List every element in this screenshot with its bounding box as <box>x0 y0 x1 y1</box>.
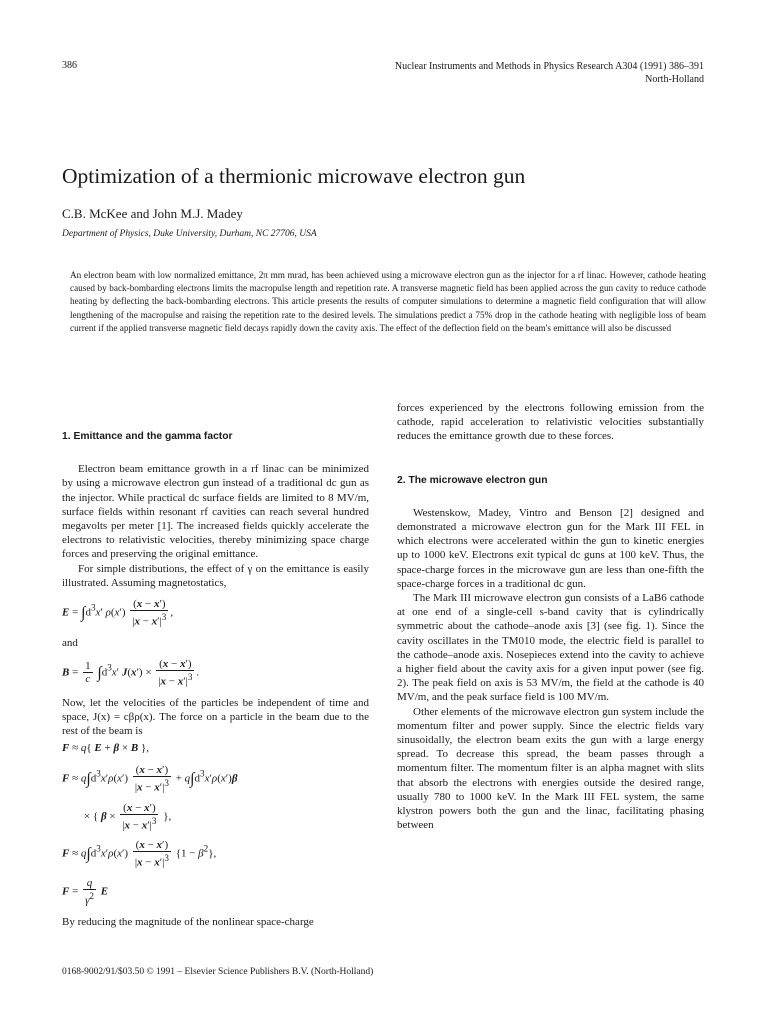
paragraph: Westenskow, Madey, Vintro and Benson [2] designed and demonstrated a microwave electron gun for the Mark III FEL in which electrons were accelerated within the gun to kinetic energies up to 1000 keV. Electrons exit typical dc guns at 100 keV. Thus, the space-charge forces in the microwave gun are less than one-fifth the space-charge forces in a traditional dc gun. <box>397 506 704 590</box>
equation-e-field: $E = \int d^3x'$ ρ(x′) $\frac{(x - x')}{|x - x'|^3}$ , <box>62 598 174 628</box>
left-column <box>62 430 369 929</box>
equation-force: F ≈ q{ E + β × B }, <box>62 742 149 755</box>
section-heading: 2. The microwave electron gun <box>397 474 548 486</box>
paragraph: For simple distributions, the effect of γ on the emittance is easily illustrated. Assuming magnetostatics, <box>62 562 369 589</box>
equation-force-gamma: $F \approx q\int d^3x'\rho(x')$ $\frac{(x - x')}{|x - x'|^3}$ $\{1 - \beta^2\}$, <box>62 839 217 870</box>
paragraph: forces experienced by the electrons following emission from the cathode, rapid acceleration to relativistic velocities substantially reduces the emittance growth due to these forces. <box>397 402 704 443</box>
page-number: 386 <box>62 60 77 71</box>
equation-b-field: B = $\frac{1}{c}$ $\int d^3x'$ J(x′) × $\frac{(x - x')}{|x - x'|^3}$ . <box>62 657 200 688</box>
equation-force-expanded: $F \approx q\int d^3x'\rho(x')$ $\frac{(x - x')}{|x - x'|^3}$ + $q\int d^3x'\rho(x')\beta$ <box>62 764 238 794</box>
text-and: and <box>62 636 78 649</box>
abstract: An electron beam with low normalized emittance, 2π mm mrad, has been achieved using a microwave electron gun as the injector for a rf linac. However, cathode heating caused by back-bombarding electrons limits the macropulse length and repetition rate. A transverse magnetic field has been applied across the gun cavity to reduce cathode heating by deflecting the back-bombarding electrons. This article presents the results of computer simulations to determine a magnetic field configuration that will allow lengthening of the macropulse and raising the repetition rate to the desired levels. The simulations predict a 75% drop in the cathode heating with negligible loss of beam current if the applied transverse magnetic field decays rapidly down the cavity axis. The effect of the deflection field on the beam's emittance will also be discussed <box>70 270 706 333</box>
paragraph: Now, let the velocities of the particles be independent of time and space, J(x) = cβρ(x). The force on a particle in the beam due to the rest of the beam is <box>62 696 369 737</box>
section-heading: 1. Emittance and the gamma factor <box>62 431 233 442</box>
equation-force-continued: × { β × $\frac{(x - x')}{|x - x'|^3}$ }, <box>84 801 172 832</box>
paragraph: By reducing the magnitude of the nonlinear space-charge <box>62 915 314 928</box>
publisher-line: North-Holland <box>645 74 704 85</box>
authors: C.B. McKee and John M.J. Madey <box>62 206 243 221</box>
equation-force-result: F = $\frac{q}{\gamma^2}$ E <box>62 877 109 907</box>
paragraph: The Mark III microwave electron gun consists of a LaB6 cathode at one end of a single-cell s-band cavity that is cylindrically symmetric about the cathode–anode axis [3] (see fig. 1). Since the cavity oscillates in the TM010 mode, the electric field is parallel to the cathode–anode axis. Nosepieces extend into the cavity to achieve a higher field about the cavity axis for a given input power (see fig. 2). The peak field on axis is 53 MV/m, the field at the cathode is 40 MV/m, and the peak surface field is 100 MV/m. <box>397 592 704 704</box>
right-column <box>397 401 704 832</box>
copyright-footer: 0168-9002/91/$03.50 © 1991 – Elsevier Science Publishers B.V. (North-Holland) <box>62 967 374 977</box>
paragraph: Electron beam emittance growth in a rf linac can be minimized by using a microwave electron gun instead of a traditional dc gun as the injector. While practical dc surface fields are limited to 8 MV/m, surface fields within resonant rf cavities can reach several hundred megavolts per meter [1]. The increased fields quickly accelerate the electrons to relativistic velocities, thereby minimizing space charge forces and preserving the original emittance. <box>62 463 369 561</box>
journal-line: Nuclear Instruments and Methods in Physics Research A304 (1991) 386–391 <box>394 61 704 72</box>
paper-title: Optimization of a thermionic microwave electron gun <box>62 164 526 188</box>
journal-citation <box>395 60 704 86</box>
affiliation: Department of Physics, Duke University, Durham, NC 27706, USA <box>62 229 317 239</box>
paragraph: Other elements of the microwave electron gun system include the momentum filter and power supply. Since the electric fields vary sinusoidally, the electron beam exits the gun with a large energy spread. To decrease this spread, the beam passes through a momentum filter. The momentum filter is an alpha magnet with slits that absorb the electrons with energies outside the desired range, usually 780 to 1000 keV. In the Mark III FEL system, the same klystron powers both the gun and the linac, facilitating phasing between <box>397 705 704 832</box>
